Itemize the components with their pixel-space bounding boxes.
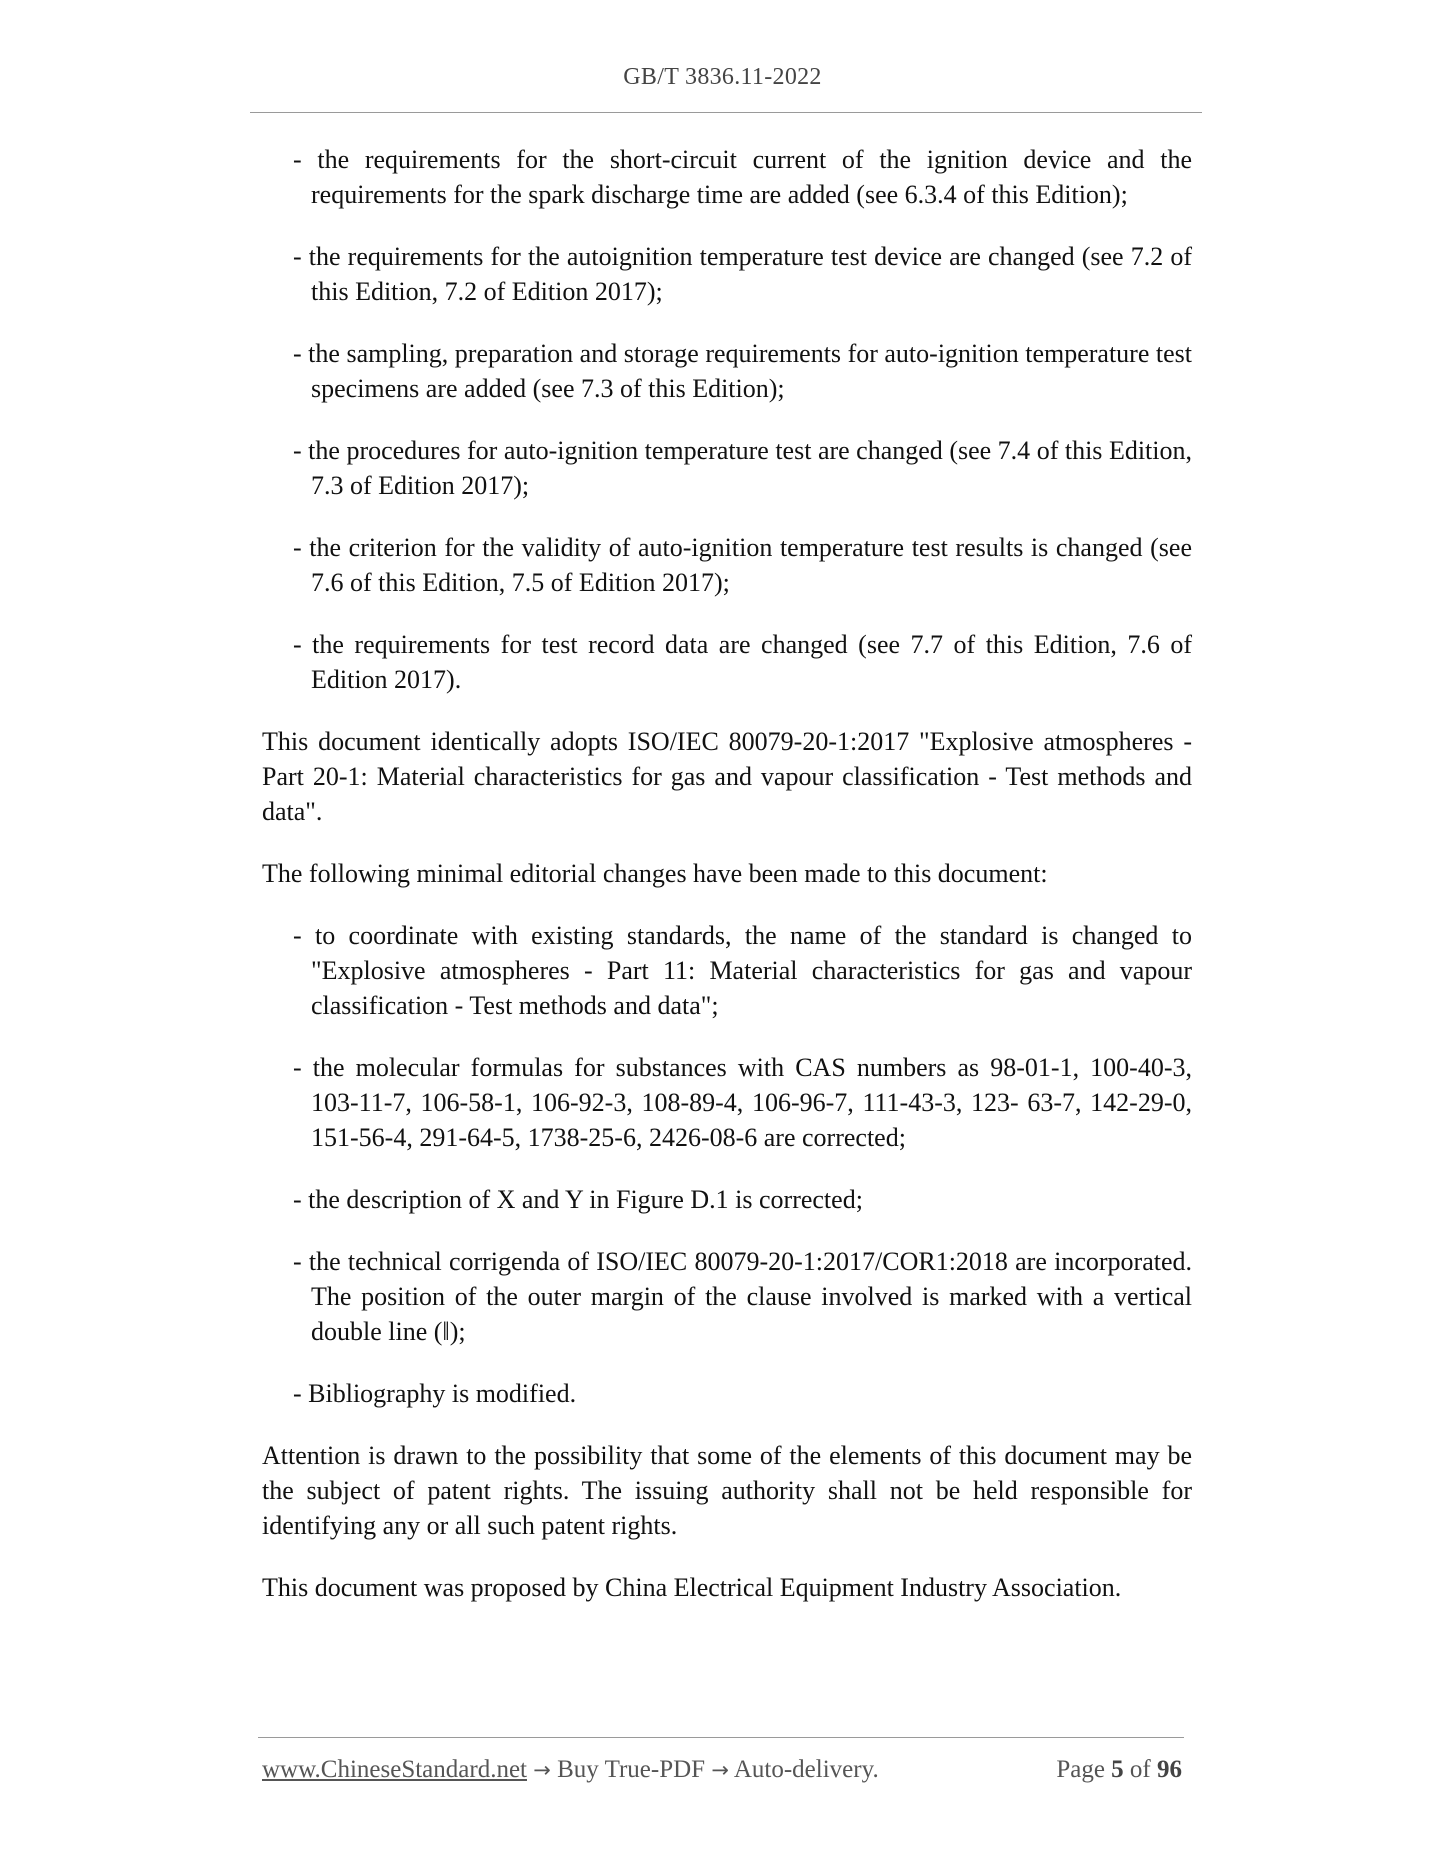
editorial-intro: The following minimal editorial changes have been made to this document: [262,859,1048,888]
change-item: - the requirements for the short-circuit current of the ignition device and the requirements for the spark discharge time are added (see 6.3.4 of this Edition); [293,145,1192,209]
arrow-right-icon: → [711,1758,729,1782]
editorial-item: - the description of X and Y in Figure D.1 is corrected; [293,1185,863,1214]
change-item: - the procedures for auto-ignition temperature test are changed (see 7.4 of this Edition, 7.3 of Edition 2017); [293,436,1192,500]
page-label: Page [1056,1756,1105,1783]
editorial-item: - the technical corrigenda of ISO/IEC 80079-20-1:2017/COR1:2018 are incorporated. The position of the outer margin of the clause involved is marked with a vertical double line (‖); [293,1247,1192,1346]
editorial-item: - Bibliography is modified. [293,1379,577,1408]
header-divider [250,112,1202,113]
footer-promo [262,1756,879,1784]
document-body [262,142,1192,1632]
editorial-item: - the molecular formulas for substances with CAS numbers as 98-01-1, 100-40-3, 103-11-7, 106-58-1, 106-92-3, 108-89-4, 106-96-7, 111-43-3, 123- 63-7, 142-29-0, 151-56-4, 291-64-5, 1738-25-6, 2426-08-6 are corrected; [293,1053,1192,1152]
total-pages: 96 [1157,1756,1182,1783]
change-item: - the criterion for the validity of auto-ignition temperature test results is changed (see 7.6 of this Edition, 7.5 of Edition 2017); [293,533,1192,597]
change-item: - the sampling, preparation and storage requirements for auto-ignition temperature test specimens are added (see 7.3 of this Edition); [293,339,1192,403]
arrow-right-icon: → [533,1758,551,1782]
chinese-standard-link[interactable]: www.ChineseStandard.net [262,1756,527,1783]
page-counter [1056,1756,1182,1784]
change-item: - the requirements for test record data are changed (see 7.7 of this Edition, 7.6 of Edition 2017). [293,630,1192,694]
auto-delivery-text: Auto-delivery. [733,1756,879,1783]
page-number: 5 [1111,1756,1124,1783]
editorial-item: - to coordinate with existing standards, the name of the standard is changed to "Explosive atmospheres - Part 11: Material characteristics for gas and vapour classification - Test methods and data"; [293,921,1192,1020]
of-label: of [1129,1756,1151,1783]
proposer-paragraph: This document was proposed by China Electrical Equipment Industry Association. [262,1573,1122,1602]
change-item: - the requirements for the autoignition temperature test device are changed (see 7.2 of this Edition, 7.2 of Edition 2017); [293,242,1192,306]
buy-pdf-text: Buy True-PDF [557,1756,706,1783]
adoption-paragraph: This document identically adopts ISO/IEC 80079-20-1:2017 "Explosive atmospheres - Part 20-1: Material characteristics for gas and vapour classification - Test methods and data". [262,727,1192,826]
patent-paragraph: Attention is drawn to the possibility that some of the elements of this document may be the subject of patent rights. The issuing authority shall not be held responsible for identifying any or all such patent rights. [262,1441,1192,1540]
document-header-title: GB/T 3836.11-2022 [623,64,822,90]
footer-divider [258,1737,1184,1738]
page-footer [262,1756,1182,1788]
